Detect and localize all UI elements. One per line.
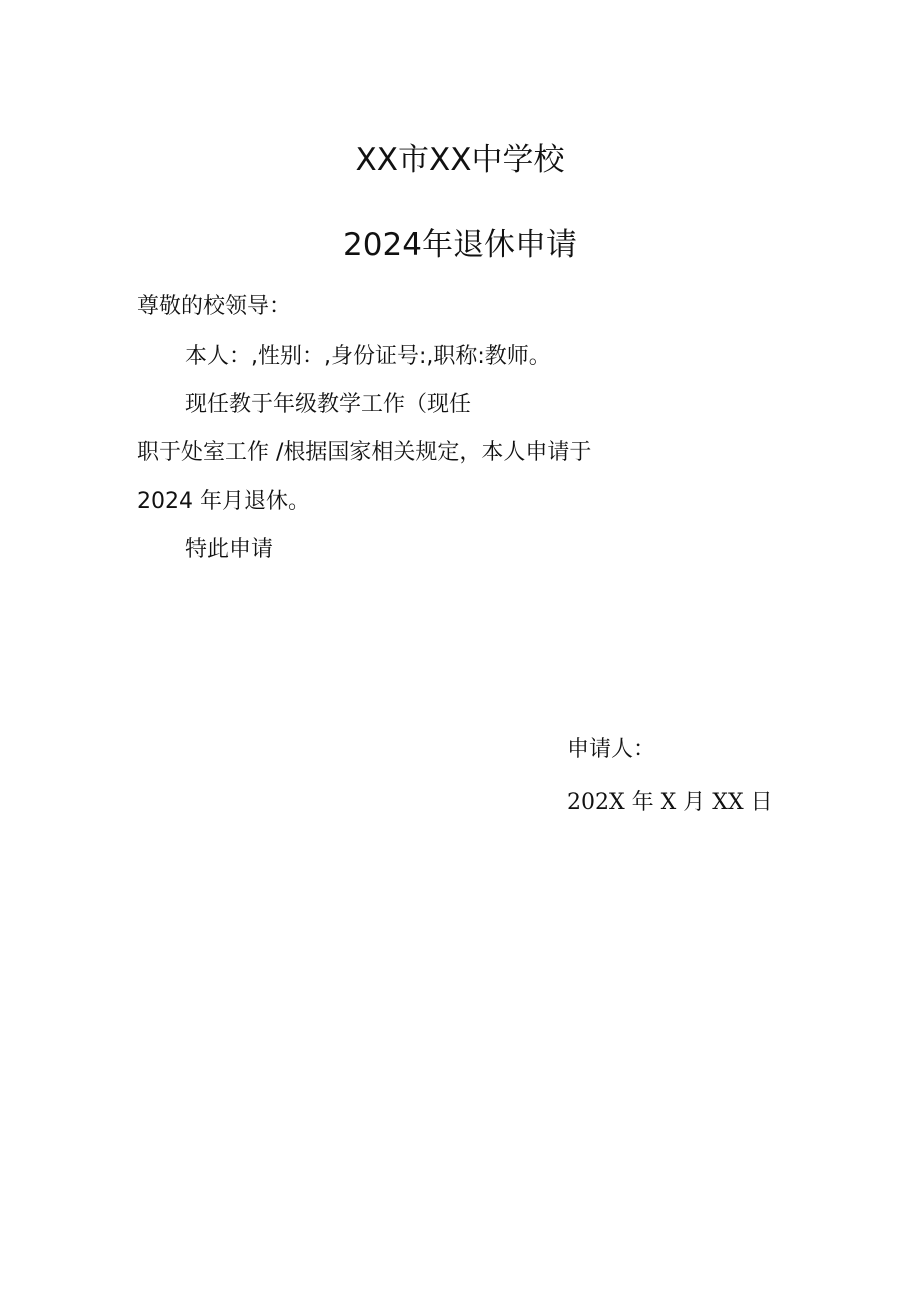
closing-text: 特此申请 [185,537,274,562]
application-title: 2024年退休申请 [343,227,577,263]
body-line-2: 现任教于年级教学工作（现任 [185,392,472,417]
body-line-3: 职于处室工作 /根据国家相关规定，本人申请于 [137,440,592,465]
school-title: XX市XX中学校 [355,142,565,178]
signature-date: 202X 年 X 月 XX 日 [567,790,773,815]
body-line-1: 本人：,性别：,身份证号:,职称:教师。 [185,344,551,369]
salutation: 尊敬的校领导： [137,294,292,319]
body-line-4: 2024 年月退休。 [137,489,310,514]
applicant-label: 申请人： [567,737,656,762]
